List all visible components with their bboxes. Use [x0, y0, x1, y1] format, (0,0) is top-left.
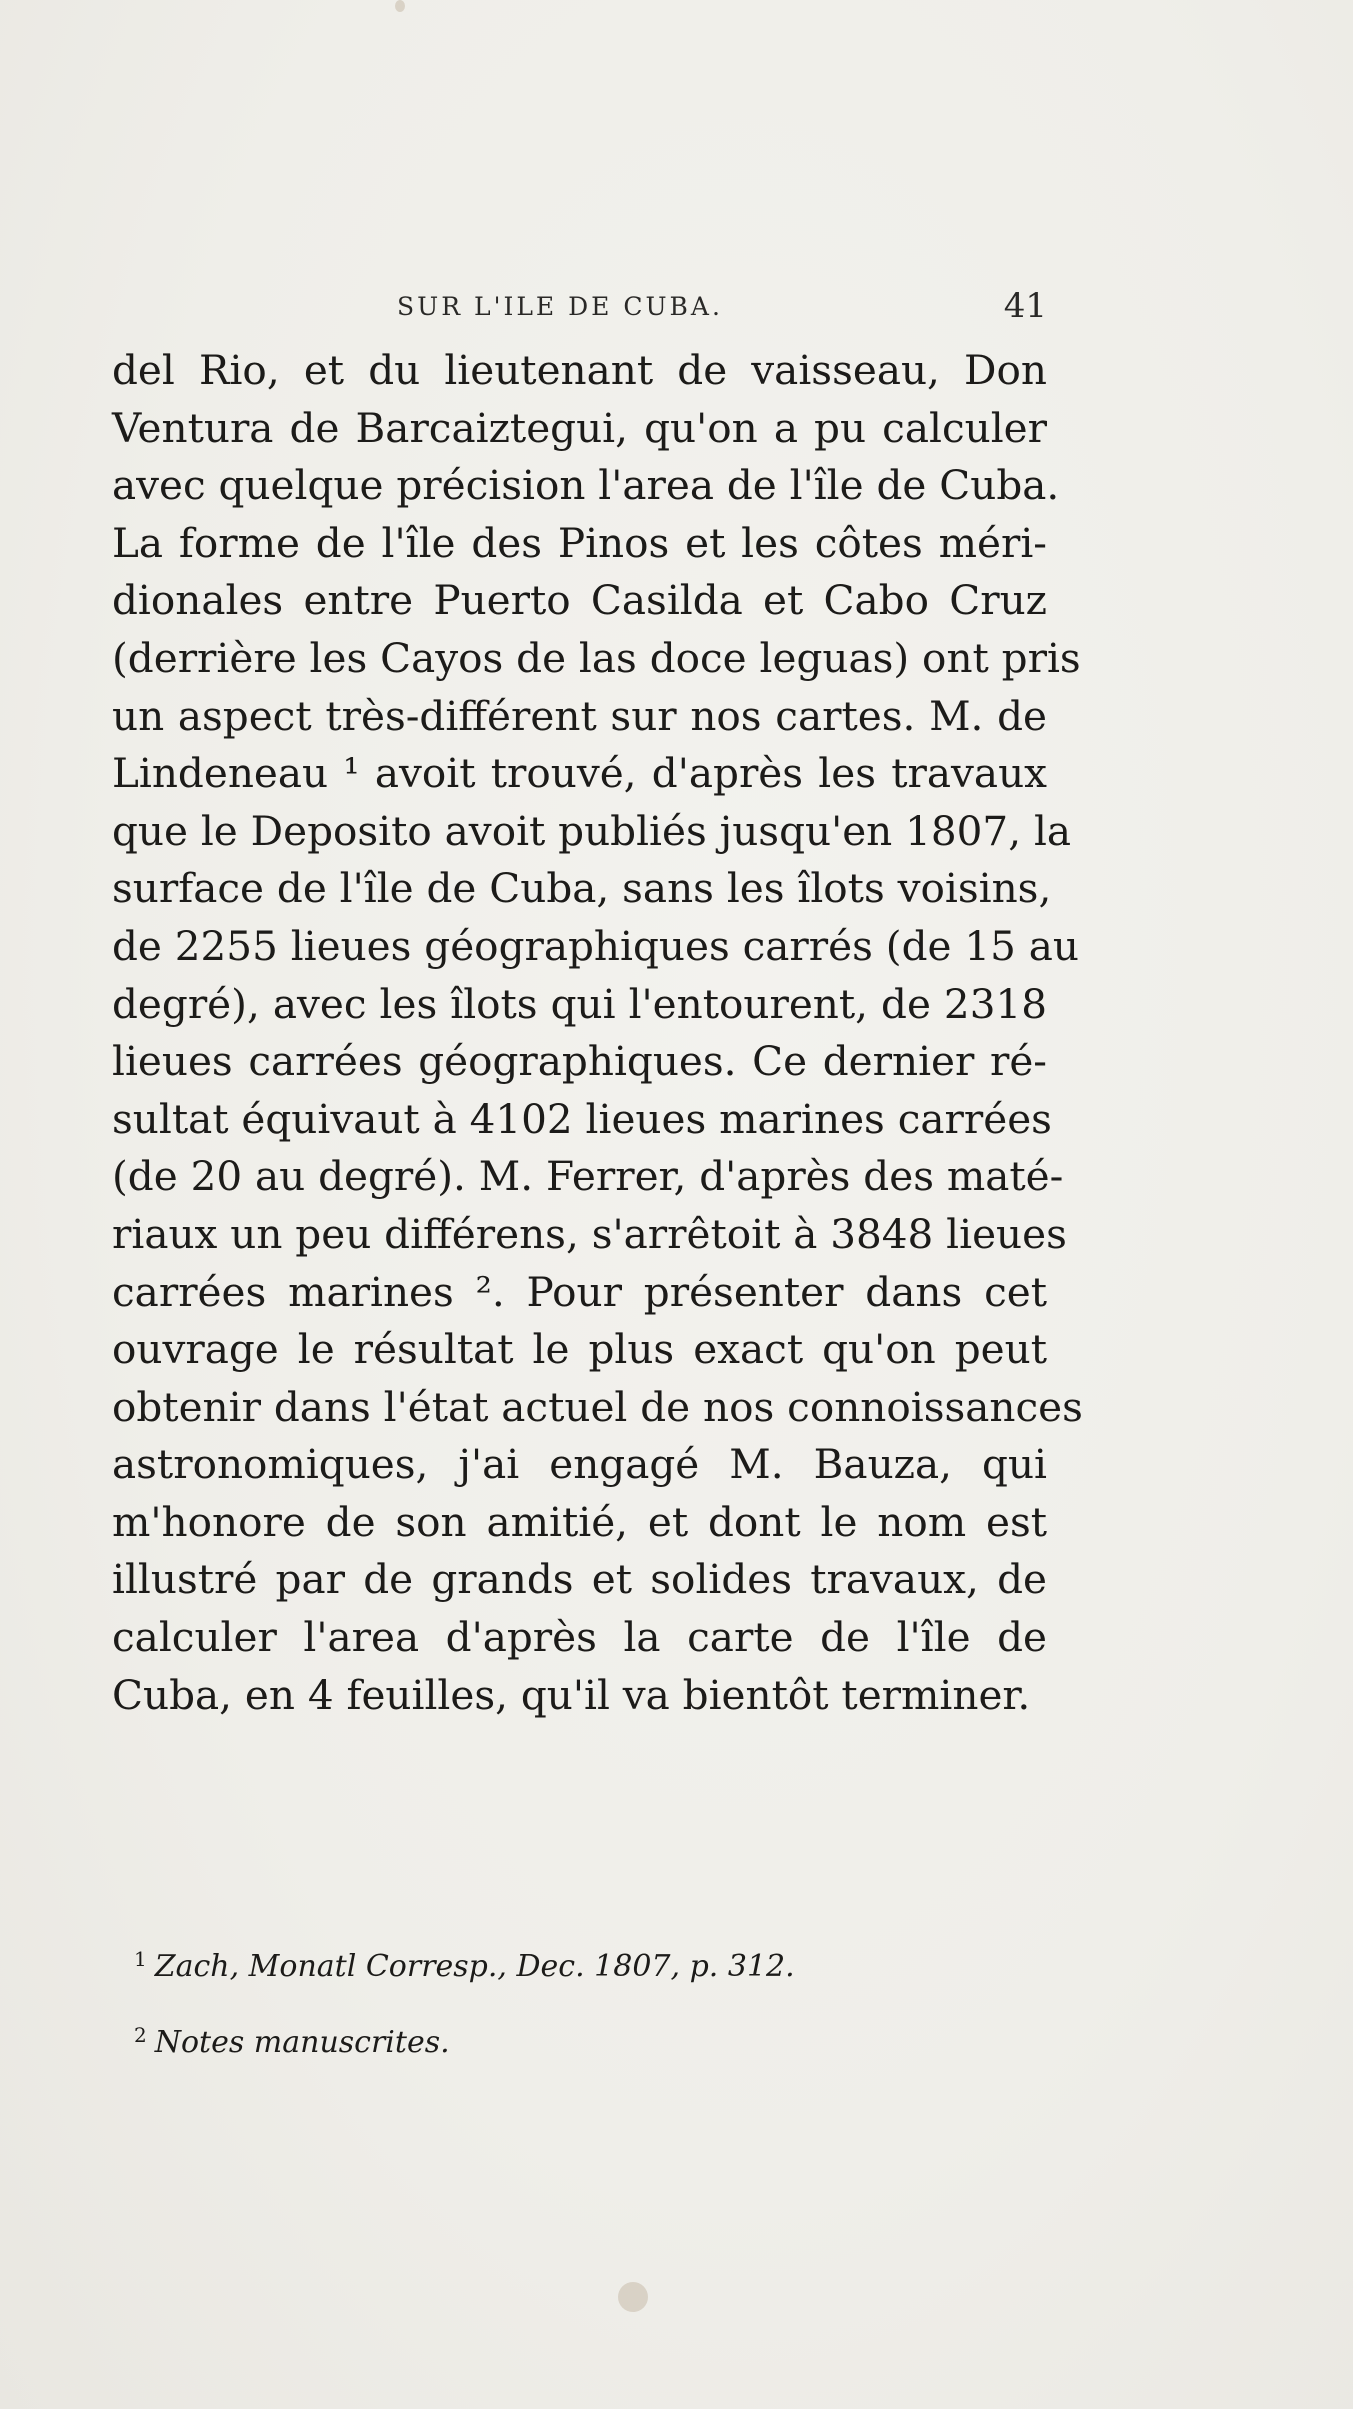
- text-line: avec quelque précision l'area de l'île de Cuba.: [112, 461, 1060, 510]
- text-line: degré), avec les îlots qui l'entourent, de 2318: [112, 979, 1047, 1028]
- text-line: (derrière les Cayos de las doce leguas) ont pris: [112, 633, 1081, 682]
- paper-speck: [618, 2282, 648, 2312]
- footnote: [112, 1925, 1047, 2001]
- text-line: un aspect très-différent sur nos cartes. M. de: [112, 691, 1047, 740]
- footnote-text: Zach, Monatl Corresp., Dec. 1807, p. 312.: [154, 1949, 795, 1984]
- page-number: 41: [1003, 286, 1047, 326]
- text-line: calculer l'area d'après la carte de l'île de: [112, 1613, 1047, 1662]
- text-line: sultat équivaut à 4102 lieues marines carrées: [112, 1094, 1052, 1143]
- footnotes: [112, 1925, 1047, 2077]
- text-line: de 2255 lieues géographiques carrés (de 15 au: [112, 921, 1079, 970]
- footnote-mark: 2: [134, 2023, 147, 2047]
- running-title: SUR L'ILE DE CUBA.: [397, 292, 723, 321]
- text-line: Lindeneau ¹ avoit trouvé, d'après les travaux: [112, 749, 1047, 798]
- footnote: [112, 2001, 1047, 2077]
- body-text: [112, 342, 1083, 1724]
- text-line: obtenir dans l'état actuel de nos connoissances: [112, 1382, 1083, 1431]
- text-line: lieues carrées géographiques. Ce dernier ré-: [112, 1037, 1047, 1086]
- text-line: ouvrage le résultat le plus exact qu'on peut: [112, 1325, 1047, 1374]
- text-line: del Rio, et du lieutenant de vaisseau, Don: [112, 346, 1047, 394]
- paper-speck: [395, 0, 405, 12]
- text-line: (de 20 au degré). M. Ferrer, d'après des maté-: [112, 1152, 1064, 1201]
- text-line: Cuba, en 4 feuilles, qu'il va bientôt terminer.: [112, 1670, 1031, 1719]
- text-line: m'honore de son amitié, et dont le nom est: [112, 1497, 1047, 1546]
- running-head: [112, 286, 1047, 332]
- text-line: illustré par de grands et solides travaux, de: [112, 1555, 1047, 1604]
- text-line: surface de l'île de Cuba, sans les îlots voisins,: [112, 864, 1052, 913]
- text-line: La forme de l'île des Pinos et les côtes méri-: [112, 518, 1047, 567]
- text-line: Ventura de Barcaiztegui, qu'on a pu calculer: [112, 403, 1047, 452]
- text-line: que le Deposito avoit publiés jusqu'en 1807, la: [112, 806, 1072, 855]
- text-line: dionales entre Puerto Casilda et Cabo Cruz: [112, 576, 1047, 625]
- footnote-mark: 1: [134, 1947, 147, 1971]
- text-line: astronomiques, j'ai engagé M. Bauza, qui: [112, 1440, 1047, 1489]
- text-line: carrées marines ². Pour présenter dans cet: [112, 1267, 1047, 1316]
- footnote-text: Notes manuscrites.: [154, 2025, 450, 2060]
- text-line: riaux un peu différens, s'arrêtoit à 3848 lieues: [112, 1209, 1067, 1258]
